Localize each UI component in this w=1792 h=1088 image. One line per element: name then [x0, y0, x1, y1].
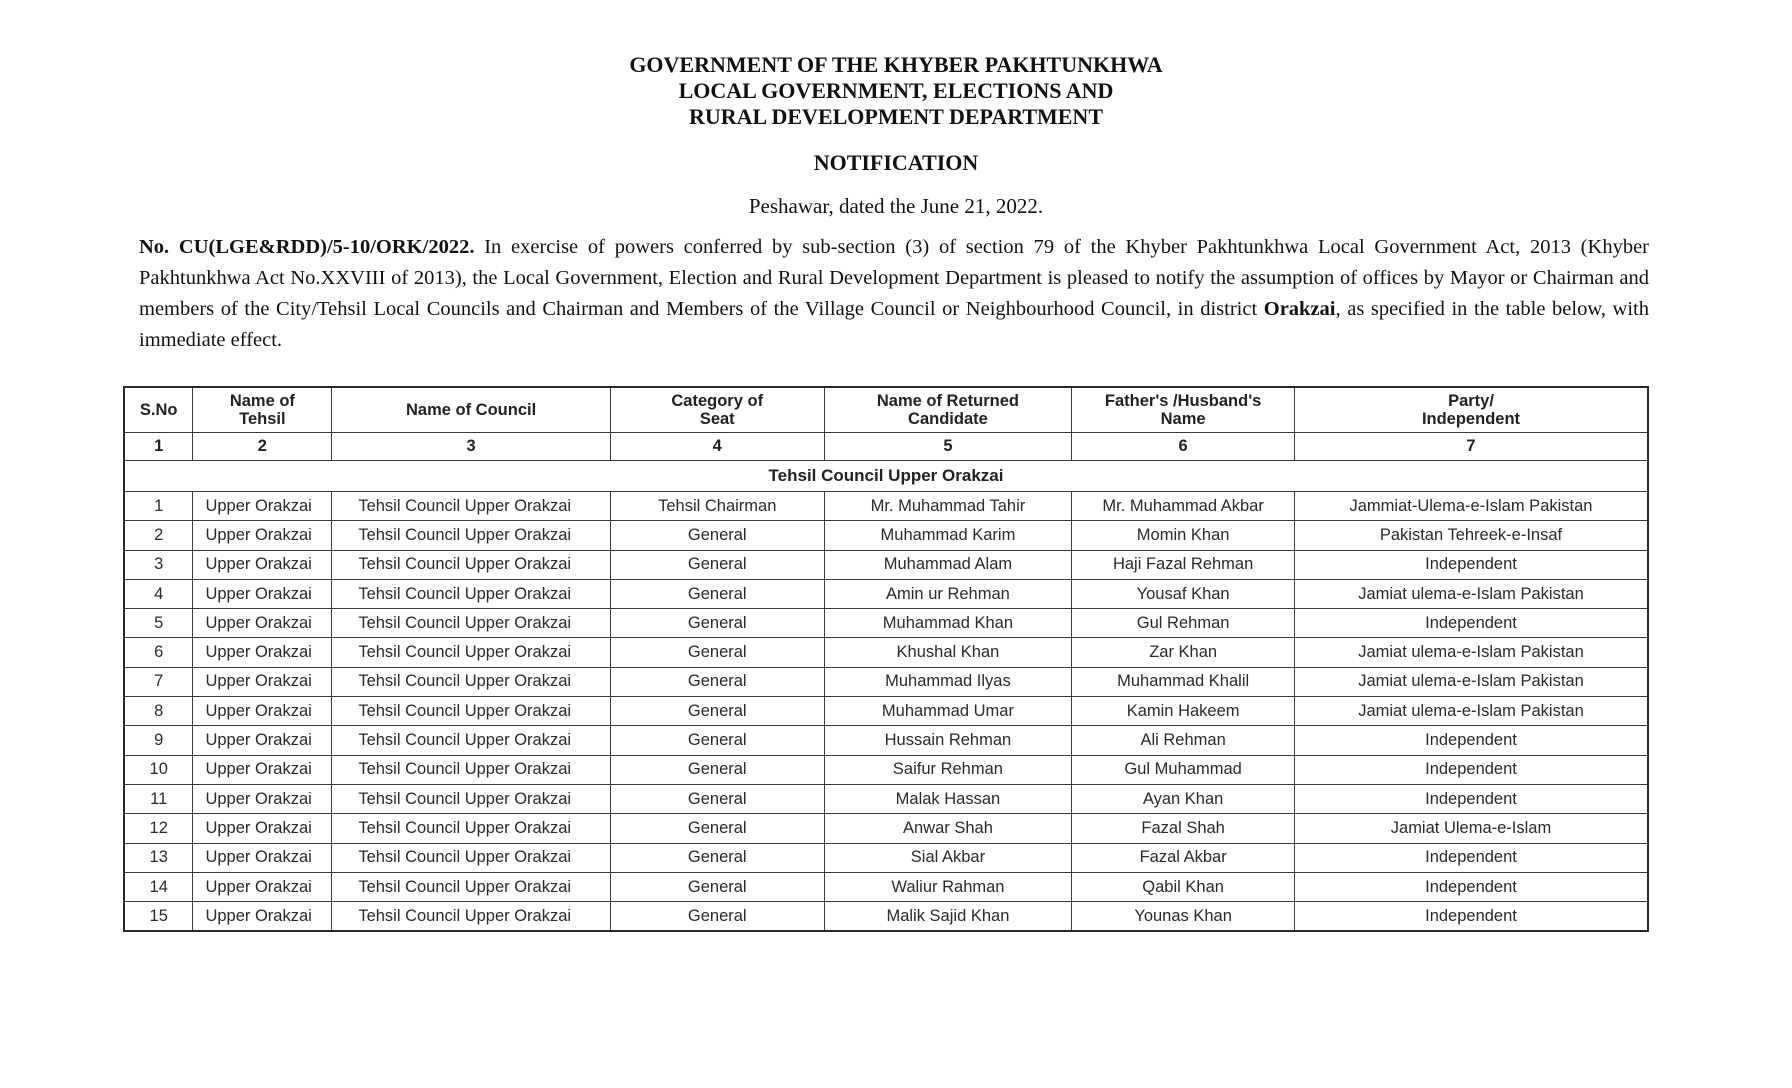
cell-tehsil: Upper Orakzai [193, 902, 332, 932]
cell-candidate: Muhammad Alam [824, 550, 1072, 579]
table-row [124, 638, 1648, 667]
section-row [124, 461, 1648, 492]
cell-father-husband: Fazal Akbar [1072, 843, 1295, 872]
cell-sno: 15 [124, 902, 193, 932]
cell-sno: 14 [124, 872, 193, 901]
cell-candidate: Khushal Khan [824, 638, 1072, 667]
cell-candidate: Hussain Rehman [824, 726, 1072, 755]
notification-body [139, 232, 1649, 356]
cell-party: Independent [1294, 784, 1648, 813]
cell-candidate: Waliur Rahman [824, 872, 1072, 901]
header-text-line: Tehsil [239, 410, 286, 428]
header-candidate [824, 387, 1072, 433]
cell-category: General [610, 609, 824, 638]
column-number: 6 [1072, 433, 1295, 461]
table-row [124, 726, 1648, 755]
cell-party: Independent [1294, 609, 1648, 638]
header-text-line: Seat [699, 410, 735, 428]
cell-category: Tehsil Chairman [610, 492, 824, 521]
cell-father-husband: Younas Khan [1072, 902, 1295, 932]
cell-candidate: Muhammad Khan [824, 609, 1072, 638]
cell-category: General [610, 521, 824, 550]
cell-party: Independent [1294, 726, 1648, 755]
table-row [124, 843, 1648, 872]
header-text-line: Candidate [908, 410, 988, 428]
department-title-line2: RURAL DEVELOPMENT DEPARTMENT [688, 104, 1103, 129]
cell-father-husband: Yousaf Khan [1072, 579, 1295, 608]
body-text-2: , as specified in the table below, with immediate effect. [139, 298, 1649, 351]
cell-tehsil: Upper Orakzai [193, 638, 332, 667]
header-tehsil [193, 387, 332, 433]
cell-category: General [610, 902, 824, 932]
header-text-line: Name of [229, 392, 295, 410]
column-number: 2 [193, 433, 332, 461]
cell-sno: 11 [124, 784, 193, 813]
header-father-husband [1072, 387, 1295, 433]
table-row [124, 609, 1648, 638]
govt-title: GOVERNMENT OF THE KHYBER PAKHTUNKHWA [629, 52, 1163, 77]
cell-category: General [610, 784, 824, 813]
cell-candidate: Mr. Muhammad Tahir [824, 492, 1072, 521]
cell-council: Tehsil Council Upper Orakzai [332, 784, 611, 813]
cell-father-husband: Ali Rehman [1072, 726, 1295, 755]
cell-tehsil: Upper Orakzai [193, 521, 332, 550]
cell-father-husband: Mr. Muhammad Akbar [1072, 492, 1295, 521]
cell-candidate: Muhammad Umar [824, 697, 1072, 726]
cell-party: Jamiat Ulema-e-Islam [1294, 814, 1648, 843]
cell-council: Tehsil Council Upper Orakzai [332, 726, 611, 755]
table-row [124, 872, 1648, 901]
cell-category: General [610, 755, 824, 784]
header-party [1294, 387, 1648, 433]
reference-number: No. CU(LGE&RDD)/5-10/ORK/2022. [139, 236, 475, 258]
cell-council: Tehsil Council Upper Orakzai [332, 667, 611, 696]
body-text-1: In exercise of powers conferred by sub-section (3) of section 79 of the Khyber Pakhtunkhwa Local Government Act, 2013 (Khyber Pakhtunkhwa Act No.XXVIII of 2013), the Local Government, Election and Rural Development Department is pleased to notify the assumption of offices by Mayor or Chairman and members of the City/Tehsil Local Councils and Chairman and Members of the Village Council or Neighbourhood Council, in district [139, 236, 1649, 320]
cell-father-husband: Fazal Shah [1072, 814, 1295, 843]
header-text-line: Name [1160, 410, 1206, 428]
cell-candidate: Sial Akbar [824, 843, 1072, 872]
cell-father-husband: Gul Rehman [1072, 609, 1295, 638]
table-row [124, 784, 1648, 813]
cell-party: Independent [1294, 872, 1648, 901]
cell-category: General [610, 872, 824, 901]
cell-category: General [610, 843, 824, 872]
cell-party: Jamiat ulema-e-Islam Pakistan [1294, 697, 1648, 726]
cell-council: Tehsil Council Upper Orakzai [332, 755, 611, 784]
cell-party: Independent [1294, 550, 1648, 579]
district-name: Orakzai [1263, 298, 1336, 320]
cell-candidate: Amin ur Rehman [824, 579, 1072, 608]
table-row [124, 902, 1648, 932]
cell-sno: 5 [124, 609, 193, 638]
cell-sno: 12 [124, 814, 193, 843]
cell-tehsil: Upper Orakzai [193, 843, 332, 872]
cell-council: Tehsil Council Upper Orakzai [332, 638, 611, 667]
cell-candidate: Saifur Rehman [824, 755, 1072, 784]
cell-council: Tehsil Council Upper Orakzai [332, 609, 611, 638]
header-council [332, 387, 611, 433]
cell-tehsil: Upper Orakzai [193, 872, 332, 901]
cell-father-husband: Zar Khan [1072, 638, 1295, 667]
cell-tehsil: Upper Orakzai [193, 550, 332, 579]
cell-candidate: Muhammad Karim [824, 521, 1072, 550]
cell-party: Pakistan Tehreek-e-Insaf [1294, 521, 1648, 550]
cell-sno: 10 [124, 755, 193, 784]
cell-party: Jamiat ulema-e-Islam Pakistan [1294, 638, 1648, 667]
cell-council: Tehsil Council Upper Orakzai [332, 579, 611, 608]
cell-party: Jamiat ulema-e-Islam Pakistan [1294, 667, 1648, 696]
cell-father-husband: Kamin Hakeem [1072, 697, 1295, 726]
header-text-line: S.No [139, 401, 178, 419]
cell-candidate: Anwar Shah [824, 814, 1072, 843]
cell-father-husband: Qabil Khan [1072, 872, 1295, 901]
department-title-line1: LOCAL GOVERNMENT, ELECTIONS AND [678, 78, 1114, 103]
table-header-row [124, 387, 1648, 433]
column-number: 1 [124, 433, 193, 461]
cell-sno: 1 [124, 492, 193, 521]
cell-tehsil: Upper Orakzai [193, 492, 332, 521]
cell-tehsil: Upper Orakzai [193, 667, 332, 696]
cell-council: Tehsil Council Upper Orakzai [332, 872, 611, 901]
cell-category: General [610, 667, 824, 696]
table-row [124, 579, 1648, 608]
cell-council: Tehsil Council Upper Orakzai [332, 902, 611, 932]
cell-sno: 6 [124, 638, 193, 667]
cell-tehsil: Upper Orakzai [193, 726, 332, 755]
column-number: 3 [332, 433, 611, 461]
cell-category: General [610, 638, 824, 667]
cell-category: General [610, 726, 824, 755]
column-number: 4 [610, 433, 824, 461]
header-text-line: Name of Council [406, 401, 537, 419]
cell-father-husband: Muhammad Khalil [1072, 667, 1295, 696]
cell-father-husband: Gul Muhammad [1072, 755, 1295, 784]
cell-father-husband: Ayan Khan [1072, 784, 1295, 813]
cell-sno: 2 [124, 521, 193, 550]
cell-father-husband: Haji Fazal Rehman [1072, 550, 1295, 579]
cell-father-husband: Momin Khan [1072, 521, 1295, 550]
cell-party: Independent [1294, 755, 1648, 784]
cell-category: General [610, 697, 824, 726]
cell-tehsil: Upper Orakzai [193, 784, 332, 813]
table-row [124, 697, 1648, 726]
cell-council: Tehsil Council Upper Orakzai [332, 521, 611, 550]
cell-tehsil: Upper Orakzai [193, 697, 332, 726]
cell-tehsil: Upper Orakzai [193, 579, 332, 608]
cell-council: Tehsil Council Upper Orakzai [332, 492, 611, 521]
table-row [124, 814, 1648, 843]
column-number: 7 [1294, 433, 1648, 461]
cell-sno: 13 [124, 843, 193, 872]
cell-candidate: Malik Sajid Khan [824, 902, 1072, 932]
table-row [124, 550, 1648, 579]
cell-tehsil: Upper Orakzai [193, 814, 332, 843]
cell-category: General [610, 814, 824, 843]
cell-party: Independent [1294, 902, 1648, 932]
section-title: Tehsil Council Upper Orakzai [124, 461, 1648, 492]
header-text-line: Party/ [1448, 392, 1494, 410]
cell-council: Tehsil Council Upper Orakzai [332, 814, 611, 843]
column-number-row [124, 433, 1648, 461]
cell-council: Tehsil Council Upper Orakzai [332, 843, 611, 872]
cell-council: Tehsil Council Upper Orakzai [332, 550, 611, 579]
table-row [124, 521, 1648, 550]
cell-council: Tehsil Council Upper Orakzai [332, 697, 611, 726]
cell-sno: 3 [124, 550, 193, 579]
header-text-line: Independent [1421, 410, 1521, 428]
dated-line: Peshawar, dated the June 21, 2022. [748, 194, 1044, 218]
cell-category: General [610, 579, 824, 608]
cell-party: Independent [1294, 843, 1648, 872]
header-sno [124, 387, 193, 433]
cell-candidate: Malak Hassan [824, 784, 1072, 813]
cell-sno: 8 [124, 697, 193, 726]
cell-sno: 4 [124, 579, 193, 608]
notification-heading: NOTIFICATION [813, 150, 979, 175]
cell-sno: 9 [124, 726, 193, 755]
header-text-line: Name of Returned [876, 392, 1019, 410]
table-row [124, 667, 1648, 696]
cell-sno: 7 [124, 667, 193, 696]
cell-category: General [610, 550, 824, 579]
cell-tehsil: Upper Orakzai [193, 609, 332, 638]
header-text-line: Category of [671, 392, 764, 410]
cell-candidate: Muhammad Ilyas [824, 667, 1072, 696]
column-number: 5 [824, 433, 1072, 461]
results-table [123, 386, 1649, 932]
header-text-line: Father's /Husband's [1104, 392, 1262, 410]
table-row [124, 492, 1648, 521]
cell-party: Jamiat ulema-e-Islam Pakistan [1294, 579, 1648, 608]
table-row [124, 755, 1648, 784]
header-category [610, 387, 824, 433]
cell-party: Jammiat-Ulema-e-Islam Pakistan [1294, 492, 1648, 521]
cell-tehsil: Upper Orakzai [193, 755, 332, 784]
